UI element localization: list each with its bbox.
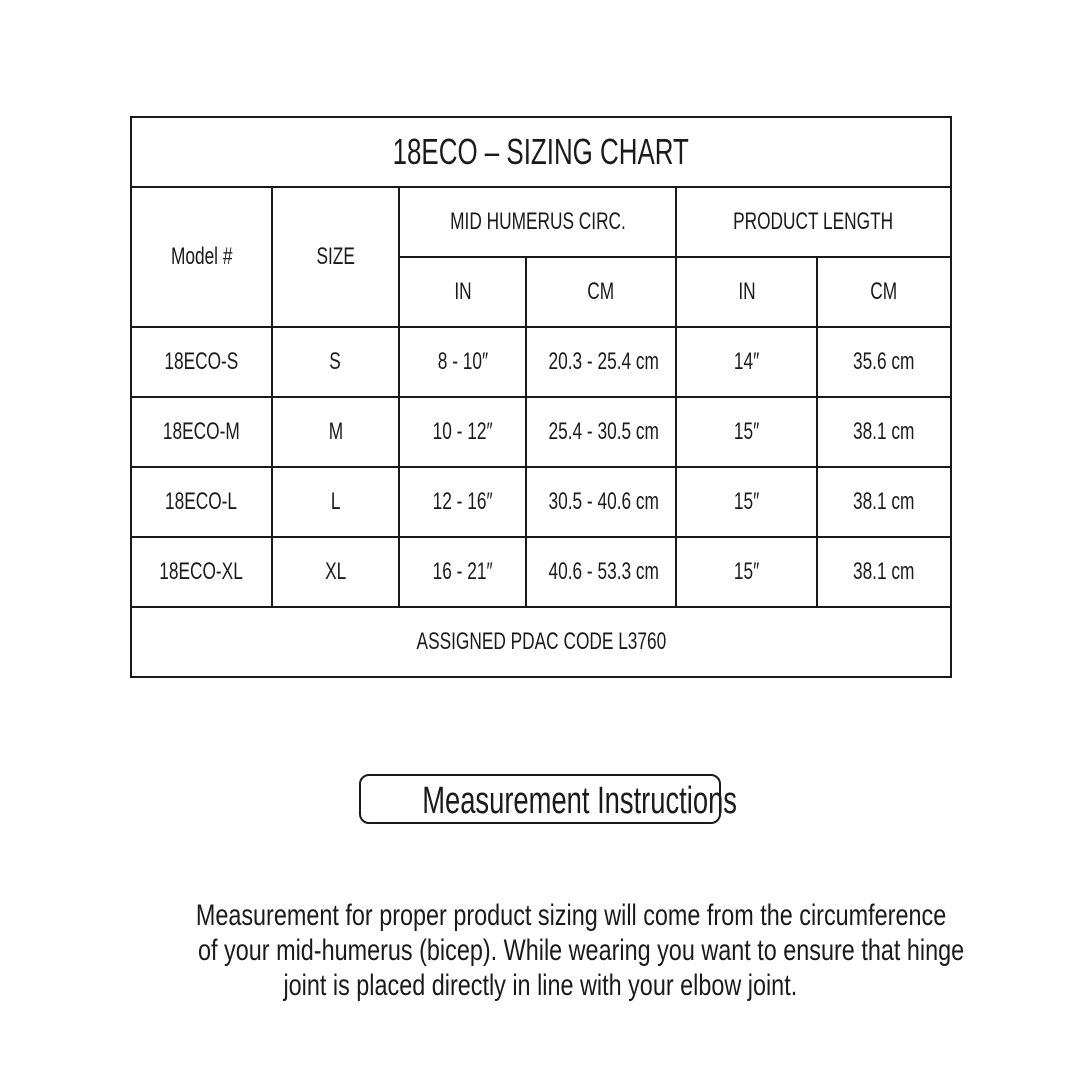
cell-circ-in: 10 - 12″: [399, 397, 526, 467]
header-length-in: IN: [676, 257, 817, 327]
cell-length-cm: 38.1 cm: [817, 397, 951, 467]
header-mid-humerus-circ: MID HUMERUS CIRC.: [399, 187, 676, 257]
header-product-length: PRODUCT LENGTH: [676, 187, 951, 257]
cell-circ-cm: 20.3 - 25.4 cm: [526, 327, 676, 397]
chart-title: 18ECO – SIZING CHART: [131, 117, 951, 187]
cell-circ-cm: 30.5 - 40.6 cm: [526, 467, 676, 537]
cell-length-cm: 38.1 cm: [817, 537, 951, 607]
cell-circ-cm: 40.6 - 53.3 cm: [526, 537, 676, 607]
table-row: [131, 467, 951, 537]
cell-model: 18ECO-L: [131, 467, 272, 537]
cell-circ-in: 8 - 10″: [399, 327, 526, 397]
cell-length-cm: 35.6 cm: [817, 327, 951, 397]
cell-length-in: 15″: [676, 397, 817, 467]
header-circ-cm: CM: [526, 257, 676, 327]
table-row: [131, 327, 951, 397]
instructions-line: joint is placed directly in line with your elbow joint.: [283, 969, 797, 1002]
cell-size: S: [272, 327, 399, 397]
cell-size: L: [272, 467, 399, 537]
cell-circ-in: 12 - 16″: [399, 467, 526, 537]
header-circ-in: IN: [399, 257, 526, 327]
cell-length-in: 15″: [676, 537, 817, 607]
header-model: Model #: [131, 187, 272, 327]
pdac-code: ASSIGNED PDAC CODE L3760: [131, 607, 951, 677]
table-row: [131, 537, 951, 607]
cell-model: 18ECO-S: [131, 327, 272, 397]
instructions-heading-wrap: [0, 774, 1080, 824]
cell-model: 18ECO-XL: [131, 537, 272, 607]
cell-circ-cm: 25.4 - 30.5 cm: [526, 397, 676, 467]
header-length-cm: CM: [817, 257, 951, 327]
header-size: SIZE: [272, 187, 399, 327]
cell-size: M: [272, 397, 399, 467]
header-row-top: [131, 187, 951, 257]
table-row: [131, 397, 951, 467]
footer-row: [131, 607, 951, 677]
cell-length-in: 14″: [676, 327, 817, 397]
cell-circ-in: 16 - 21″: [399, 537, 526, 607]
instructions-text: [90, 898, 990, 1003]
title-row: [131, 117, 951, 187]
cell-model: 18ECO-M: [131, 397, 272, 467]
instructions-line: of your mid-humerus (bicep). While wearing you want to ensure that hinge: [198, 934, 965, 967]
cell-length-cm: 38.1 cm: [817, 467, 951, 537]
instructions-line: Measurement for proper product sizing will come from the circumference: [195, 899, 947, 932]
cell-size: XL: [272, 537, 399, 607]
instructions-heading: Measurement Instructions: [359, 774, 721, 824]
sizing-chart-table: [130, 116, 952, 678]
cell-length-in: 15″: [676, 467, 817, 537]
